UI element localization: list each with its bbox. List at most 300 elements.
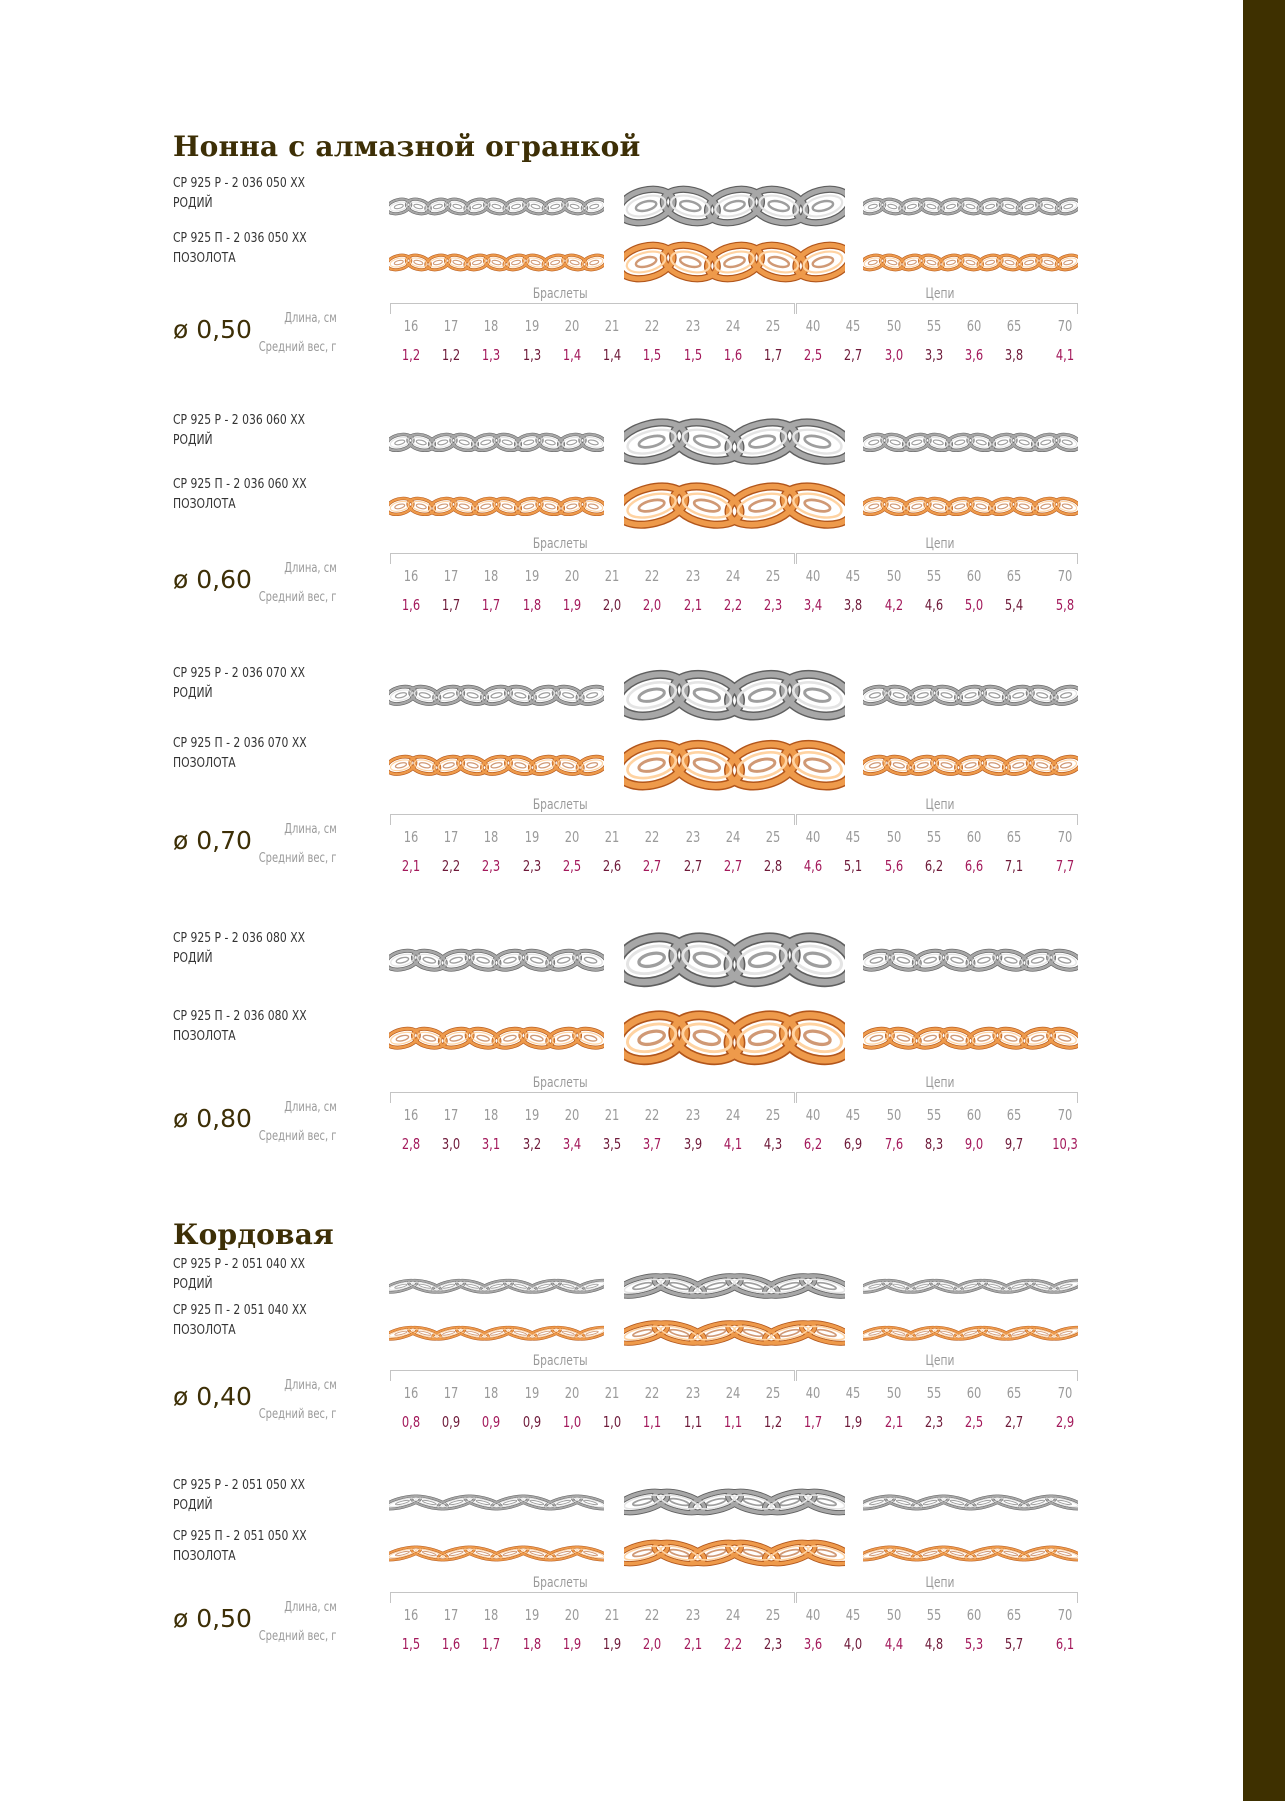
weight-cell: 2,1 [683,596,703,614]
weight-cell: 6,9 [843,1135,863,1153]
length-cell: 22 [644,567,660,585]
weight-cell: 0,8 [401,1413,421,1431]
rhodium-finish-label: РОДИЙ [173,950,213,966]
length-cell: 60 [966,1606,982,1624]
length-cell: 70 [1057,828,1073,846]
length-cell: 60 [966,1106,982,1124]
length-row-label: Длина, см [284,561,337,576]
chains-bracket [796,303,1078,314]
rhodium-chain-bracelet-image [389,432,604,453]
length-cell: 20 [564,1106,580,1124]
weight-cell: 5,0 [964,596,984,614]
weight-row-label: Средний вес, г [259,590,337,605]
rhodium-finish-label: РОДИЙ [173,432,213,448]
length-row-label: Длина, см [284,1100,337,1115]
gold-chain-bracelet-image [389,754,604,777]
bracelets-label: Браслеты [532,1075,588,1091]
weight-cell: 2,5 [964,1413,984,1431]
gold-finish-label: ПОЗОЛОТА [173,755,236,771]
length-cell: 70 [1057,1106,1073,1124]
length-cell: 18 [483,1384,499,1402]
weight-cell: 2,3 [924,1413,944,1431]
weight-cell: 6,1 [1055,1635,1075,1653]
chains-label: Цепи [925,536,955,552]
rhodium-code-block [173,173,305,213]
rhodium-article-code: СР 925 Р - 2 051 040 ХХ [173,1256,306,1272]
length-cell: 55 [926,1384,942,1402]
chains-bracket [796,1592,1078,1603]
rhodium-chain-bracelet-image [389,684,604,707]
rhodium-code-block [173,1254,305,1294]
weight-cell: 5,8 [1055,596,1075,614]
weight-cell: 0,9 [522,1413,542,1431]
weight-cell: 1,9 [843,1413,863,1431]
length-cell: 45 [845,1106,861,1124]
rhodium-finish-label: РОДИЙ [173,685,213,701]
rhodium-chain-bracelet-image [389,1278,604,1294]
length-cell: 55 [926,1106,942,1124]
gold-chain-bracelet-image [389,1545,604,1562]
weight-cell: 2,9 [1055,1413,1075,1431]
rhodium-article-code: СР 925 Р - 2 036 080 ХХ [173,930,306,946]
weight-cell: 1,8 [522,1635,542,1653]
diameter-label: ø 0,80 [173,1104,252,1133]
length-cell: 20 [564,1606,580,1624]
weight-cell: 1,0 [602,1413,622,1431]
length-cell: 16 [403,567,419,585]
length-cell: 40 [805,828,821,846]
bracelets-bracket [390,1092,795,1103]
gold-code-block [173,1300,307,1340]
length-cell: 65 [1006,1606,1022,1624]
chains-label: Цепи [925,286,955,302]
weight-cell: 1,9 [602,1635,622,1653]
weight-cell: 2,0 [602,596,622,614]
weight-cell: 2,1 [884,1413,904,1431]
chains-label: Цепи [925,1575,955,1591]
length-cell: 24 [725,1384,741,1402]
chains-label: Цепи [925,1075,955,1091]
length-cell: 18 [483,1606,499,1624]
chains-bracket [796,553,1078,564]
length-cell: 22 [644,1106,660,1124]
weight-cell: 2,7 [683,857,703,875]
gold-article-code: СР 925 П - 2 036 060 ХХ [173,476,307,492]
weight-cell: 7,1 [1004,857,1024,875]
weight-cell: 2,3 [763,1635,783,1653]
length-cell: 24 [725,1606,741,1624]
weight-cell: 0,9 [441,1413,461,1431]
length-cell: 40 [805,567,821,585]
gold-code-block [173,1526,307,1566]
length-cell: 50 [886,1384,902,1402]
length-cell: 21 [604,828,620,846]
rhodium-chain-necklace-image [863,684,1078,707]
length-cell: 25 [765,567,781,585]
weight-cell: 3,8 [1004,346,1024,364]
weight-cell: 3,5 [602,1135,622,1153]
weight-cell: 1,5 [401,1635,421,1653]
weight-cell: 2,3 [522,857,542,875]
weight-cell: 9,0 [964,1135,984,1153]
rhodium-finish-label: РОДИЙ [173,1276,213,1292]
length-cell: 25 [765,317,781,335]
bracelets-label: Браслеты [532,1575,588,1591]
weight-cell: 3,7 [642,1135,662,1153]
length-row-label: Длина, см [284,311,337,326]
bracelets-label: Браслеты [532,1353,588,1369]
rhodium-code-block [173,1475,305,1515]
weight-cell: 2,7 [843,346,863,364]
length-cell: 23 [685,1606,701,1624]
weight-cell: 3,8 [843,596,863,614]
chains-label: Цепи [925,1353,955,1369]
bracelets-label: Браслеты [532,286,588,302]
bracelets-bracket [390,303,795,314]
weight-cell: 2,3 [481,857,501,875]
weight-cell: 9,7 [1004,1135,1024,1153]
weight-cell: 4,8 [924,1635,944,1653]
length-cell: 23 [685,828,701,846]
weight-cell: 2,2 [723,1635,743,1653]
weight-cell: 6,2 [803,1135,823,1153]
length-cell: 19 [524,567,540,585]
length-cell: 17 [443,317,459,335]
length-cell: 19 [524,1106,540,1124]
rhodium-code-block [173,663,305,703]
diameter-label: ø 0,50 [173,315,252,344]
length-cell: 50 [886,317,902,335]
gold-chain-closeup-image [624,738,845,792]
gold-code-block [173,1006,307,1046]
length-cell: 50 [886,828,902,846]
section-title-nonna: Нонна с алмазной огранкой [173,130,641,163]
length-cell: 21 [604,1606,620,1624]
weight-cell: 1,8 [522,596,542,614]
gold-article-code: СР 925 П - 2 036 070 ХХ [173,735,307,751]
length-cell: 55 [926,1606,942,1624]
weight-cell: 1,1 [642,1413,662,1431]
weight-cell: 4,4 [884,1635,904,1653]
gold-finish-label: ПОЗОЛОТА [173,250,236,266]
gold-chain-necklace-image [863,1026,1078,1050]
weight-cell: 0,9 [481,1413,501,1431]
section-title-cordova: Кордовая [173,1218,334,1251]
weight-cell: 1,6 [441,1635,461,1653]
weight-cell: 2,0 [642,596,662,614]
length-cell: 23 [685,567,701,585]
length-cell: 25 [765,1606,781,1624]
weight-cell: 2,7 [642,857,662,875]
length-cell: 20 [564,828,580,846]
length-cell: 50 [886,1106,902,1124]
weight-cell: 3,0 [441,1135,461,1153]
weight-cell: 2,5 [562,857,582,875]
gold-article-code: СР 925 П - 2 036 050 ХХ [173,230,307,246]
length-cell: 20 [564,317,580,335]
length-cell: 22 [644,1384,660,1402]
weight-cell: 2,8 [401,1135,421,1153]
weight-cell: 4,0 [843,1635,863,1653]
weight-cell: 4,1 [723,1135,743,1153]
gold-chain-necklace-image [863,1325,1078,1341]
rhodium-finish-label: РОДИЙ [173,195,213,211]
diameter-label: ø 0,70 [173,826,252,855]
weight-cell: 2,7 [723,857,743,875]
gold-chain-necklace-image [863,754,1078,777]
length-cell: 45 [845,567,861,585]
gold-chain-necklace-image [863,253,1078,272]
length-cell: 20 [564,1384,580,1402]
weight-cell: 1,0 [562,1413,582,1431]
weight-cell: 3,9 [683,1135,703,1153]
chains-bracket [796,1370,1078,1381]
gold-chain-closeup-image [624,1537,845,1569]
weight-cell: 5,4 [1004,596,1024,614]
gold-finish-label: ПОЗОЛОТА [173,496,236,512]
weight-cell: 1,7 [481,1635,501,1653]
weight-cell: 5,6 [884,857,904,875]
length-cell: 70 [1057,1384,1073,1402]
length-cell: 25 [765,828,781,846]
length-cell: 45 [845,317,861,335]
length-cell: 60 [966,567,982,585]
length-cell: 50 [886,567,902,585]
gold-article-code: СР 925 П - 2 051 050 ХХ [173,1528,307,1544]
length-cell: 23 [685,317,701,335]
length-cell: 17 [443,1606,459,1624]
length-cell: 21 [604,1106,620,1124]
weight-row-label: Средний вес, г [259,1407,337,1422]
length-cell: 45 [845,828,861,846]
rhodium-finish-label: РОДИЙ [173,1497,213,1513]
length-cell: 23 [685,1106,701,1124]
length-cell: 16 [403,1106,419,1124]
gold-finish-label: ПОЗОЛОТА [173,1028,236,1044]
weight-cell: 2,2 [723,596,743,614]
weight-cell: 5,7 [1004,1635,1024,1653]
weight-cell: 1,7 [441,596,461,614]
length-cell: 24 [725,1106,741,1124]
weight-cell: 7,7 [1055,857,1075,875]
gold-code-block [173,228,307,268]
weight-cell: 1,9 [562,1635,582,1653]
gold-chain-bracelet-image [389,1325,604,1341]
length-cell: 18 [483,828,499,846]
weight-cell: 1,5 [642,346,662,364]
weight-row-label: Средний вес, г [259,1129,337,1144]
weight-cell: 3,6 [803,1635,823,1653]
weight-cell: 6,6 [964,857,984,875]
weight-cell: 1,3 [522,346,542,364]
weight-cell: 1,7 [763,346,783,364]
rhodium-article-code: СР 925 Р - 2 036 060 ХХ [173,412,306,428]
weight-cell: 2,0 [642,1635,662,1653]
weight-cell: 2,8 [763,857,783,875]
weight-cell: 1,6 [401,596,421,614]
length-cell: 17 [443,828,459,846]
length-cell: 25 [765,1384,781,1402]
weight-cell: 1,3 [481,346,501,364]
diameter-label: ø 0,50 [173,1604,252,1633]
rhodium-chain-necklace-image [863,432,1078,453]
gold-chain-bracelet-image [389,1026,604,1050]
weight-row-label: Средний вес, г [259,340,337,355]
gold-finish-label: ПОЗОЛОТА [173,1322,236,1338]
rhodium-chain-bracelet-image [389,948,604,972]
gold-chain-bracelet-image [389,496,604,517]
weight-cell: 3,3 [924,346,944,364]
length-cell: 70 [1057,1606,1073,1624]
weight-cell: 1,4 [602,346,622,364]
gold-article-code: СР 925 П - 2 036 080 ХХ [173,1008,307,1024]
weight-cell: 3,2 [522,1135,542,1153]
length-cell: 20 [564,567,580,585]
rhodium-code-block [173,928,305,968]
weight-cell: 6,2 [924,857,944,875]
weight-cell: 1,2 [763,1413,783,1431]
gold-chain-necklace-image [863,1545,1078,1562]
length-cell: 24 [725,317,741,335]
length-cell: 16 [403,317,419,335]
bracelets-bracket [390,814,795,825]
length-cell: 60 [966,828,982,846]
length-cell: 45 [845,1384,861,1402]
length-cell: 65 [1006,828,1022,846]
length-cell: 22 [644,317,660,335]
length-cell: 60 [966,317,982,335]
rhodium-chain-bracelet-image [389,1494,604,1511]
weight-cell: 1,1 [723,1413,743,1431]
rhodium-chain-closeup-image [624,417,845,466]
length-row-label: Длина, см [284,1378,337,1393]
weight-cell: 1,6 [723,346,743,364]
length-cell: 65 [1006,1384,1022,1402]
length-cell: 24 [725,828,741,846]
rhodium-chain-necklace-image [863,197,1078,216]
length-cell: 40 [805,1384,821,1402]
bracelets-bracket [390,1592,795,1603]
weight-cell: 3,4 [803,596,823,614]
weight-cell: 4,1 [1055,346,1075,364]
length-cell: 60 [966,1384,982,1402]
chains-bracket [796,1092,1078,1103]
length-cell: 19 [524,1606,540,1624]
weight-cell: 5,3 [964,1635,984,1653]
side-brand-bar [1243,0,1285,1801]
chains-bracket [796,814,1078,825]
weight-cell: 2,2 [441,857,461,875]
rhodium-chain-necklace-image [863,948,1078,972]
length-cell: 50 [886,1606,902,1624]
length-cell: 40 [805,1106,821,1124]
length-cell: 16 [403,828,419,846]
length-cell: 70 [1057,317,1073,335]
chains-label: Цепи [925,797,955,813]
length-cell: 16 [403,1384,419,1402]
length-cell: 24 [725,567,741,585]
weight-cell: 2,3 [763,596,783,614]
rhodium-code-block [173,410,305,450]
rhodium-chain-closeup-image [624,1486,845,1518]
rhodium-article-code: СР 925 Р - 2 051 050 ХХ [173,1477,306,1493]
length-cell: 65 [1006,317,1022,335]
length-cell: 55 [926,828,942,846]
gold-chain-closeup-image [624,1008,845,1068]
weight-cell: 5,1 [843,857,863,875]
rhodium-article-code: СР 925 Р - 2 036 070 ХХ [173,665,306,681]
weight-row-label: Средний вес, г [259,1629,337,1644]
length-cell: 17 [443,1106,459,1124]
weight-cell: 1,7 [481,596,501,614]
length-cell: 65 [1006,567,1022,585]
rhodium-chain-closeup-image [624,930,845,990]
rhodium-chain-closeup-image [624,668,845,722]
weight-cell: 4,6 [924,596,944,614]
length-cell: 21 [604,567,620,585]
length-row-label: Длина, см [284,822,337,837]
length-cell: 25 [765,1106,781,1124]
length-cell: 19 [524,1384,540,1402]
length-cell: 19 [524,317,540,335]
weight-cell: 1,9 [562,596,582,614]
gold-chain-necklace-image [863,496,1078,517]
weight-cell: 1,7 [803,1413,823,1431]
gold-chain-closeup-image [624,481,845,530]
weight-cell: 1,1 [683,1413,703,1431]
gold-chain-closeup-image [624,240,845,284]
weight-cell: 2,7 [1004,1413,1024,1431]
weight-cell: 3,6 [964,346,984,364]
weight-cell: 2,1 [401,857,421,875]
weight-cell: 1,2 [441,346,461,364]
length-cell: 55 [926,567,942,585]
length-cell: 40 [805,317,821,335]
length-cell: 19 [524,828,540,846]
length-cell: 18 [483,317,499,335]
rhodium-article-code: СР 925 Р - 2 036 050 ХХ [173,175,306,191]
rhodium-chain-closeup-image [624,184,845,228]
weight-row-label: Средний вес, г [259,851,337,866]
length-cell: 17 [443,1384,459,1402]
length-cell: 21 [604,1384,620,1402]
weight-cell: 4,3 [763,1135,783,1153]
weight-cell: 8,3 [924,1135,944,1153]
weight-cell: 1,2 [401,346,421,364]
length-cell: 22 [644,828,660,846]
gold-chain-bracelet-image [389,253,604,272]
rhodium-chain-necklace-image [863,1278,1078,1294]
diameter-label: ø 0,60 [173,565,252,594]
gold-article-code: СР 925 П - 2 051 040 ХХ [173,1302,307,1318]
bracelets-bracket [390,1370,795,1381]
weight-cell: 1,4 [562,346,582,364]
gold-finish-label: ПОЗОЛОТА [173,1548,236,1564]
bracelets-label: Браслеты [532,536,588,552]
gold-code-block [173,733,307,773]
weight-cell: 7,6 [884,1135,904,1153]
length-cell: 21 [604,317,620,335]
bracelets-bracket [390,553,795,564]
gold-code-block [173,474,307,514]
length-cell: 40 [805,1606,821,1624]
length-cell: 70 [1057,567,1073,585]
weight-cell: 2,6 [602,857,622,875]
length-cell: 65 [1006,1106,1022,1124]
length-cell: 16 [403,1606,419,1624]
weight-cell: 3,0 [884,346,904,364]
rhodium-chain-closeup-image [624,1271,845,1301]
